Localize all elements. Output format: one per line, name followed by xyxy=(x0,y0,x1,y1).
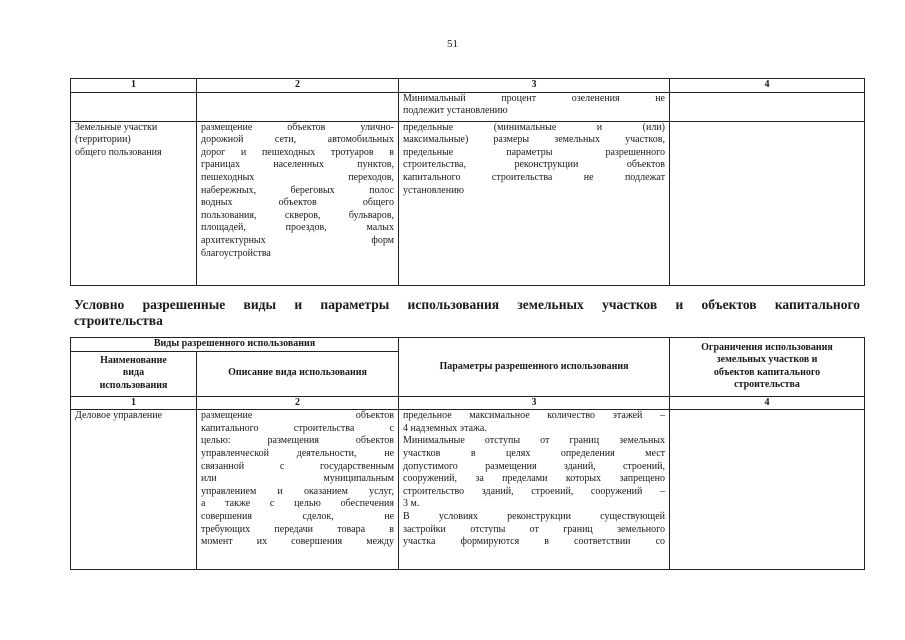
use-description-cell xyxy=(197,121,399,285)
cell-line: управлением и оказанием услуг, xyxy=(201,485,395,497)
cell-line: совершения сделок, не xyxy=(201,510,395,522)
cell-line: 4 надземных этажа. xyxy=(403,422,487,434)
header-line: использования xyxy=(99,379,168,391)
cell-line: пользования, скверов, бульваров, xyxy=(201,209,394,221)
header-line: строительства xyxy=(734,379,800,391)
header-group: Виды разрешенного использования xyxy=(71,338,399,352)
table-cell xyxy=(71,92,197,121)
cell-line: набережных, береговых полос xyxy=(201,184,394,196)
section-heading xyxy=(74,297,860,329)
cell-line: Минимальные отступы от границ земельных xyxy=(403,435,666,447)
cell-line: а также с целью обеспечения xyxy=(201,498,395,510)
cell-line: дорог и пешеходных тротуаров в xyxy=(201,146,394,158)
cell-line: сооружений, за пределами которых запрещено xyxy=(403,473,666,485)
cell-line: максимальные) размеры земельных участков, xyxy=(403,134,665,146)
cell-line: площадей, проездов, малых xyxy=(201,222,394,234)
parameters-cell xyxy=(399,121,670,285)
cell-line: участка формируются в соответствии со xyxy=(403,536,666,548)
cell-line: границах населенных пунктов, xyxy=(201,159,394,171)
cell-line: строительства, реконструкции объектов xyxy=(403,159,665,171)
column-number: 4 xyxy=(670,396,865,410)
section-heading-line: строительства xyxy=(74,313,163,328)
cell-line: застройки отступы от границ земельного xyxy=(403,523,666,535)
header-parameters: Параметры разрешенного использования xyxy=(399,338,670,397)
cell-line: предельные (минимальные и (или) xyxy=(403,121,665,133)
cell-line: допустимого размещения зданий, строений, xyxy=(403,460,666,472)
parameters-cell xyxy=(399,92,670,121)
cell-line: подлежит установлению xyxy=(403,105,508,117)
page-number: 51 xyxy=(447,38,458,50)
table-row xyxy=(71,92,865,121)
cell-line: В условиях реконструкции существующей xyxy=(403,510,666,522)
cell-line: размещение объектов улично- xyxy=(201,121,394,133)
cell-line: пешеходных переходов, xyxy=(201,171,394,183)
use-name-cell: Деловое управление xyxy=(71,410,197,570)
permitted-use-table-continued xyxy=(70,78,865,286)
header-line: Наименование xyxy=(100,354,167,366)
header-row xyxy=(71,338,865,352)
cell-line: требующих передачи товара в xyxy=(201,523,395,535)
header-line: вида xyxy=(122,367,145,379)
restrictions-cell xyxy=(670,121,865,285)
column-number-row xyxy=(71,396,865,410)
use-description-cell xyxy=(197,410,399,570)
column-number: 3 xyxy=(399,79,670,93)
cell-line: дорожной сети, автомобильных xyxy=(201,134,394,146)
table-row xyxy=(71,121,865,285)
cell-line: установлению xyxy=(403,184,464,196)
header-description: Описание вида использования xyxy=(197,351,399,396)
table-cell xyxy=(670,92,865,121)
cell-line: строительство зданий, строений, сооружений – xyxy=(403,485,666,497)
header-line: объектов капитального xyxy=(713,366,821,378)
cell-line: архитектурных форм xyxy=(201,234,394,246)
cell-line: 3 м. xyxy=(403,498,420,510)
column-number-row xyxy=(71,79,865,93)
section-heading-line: Условно разрешенные виды и параметры использования земельных участков и объектов капитального xyxy=(74,297,860,312)
use-name-cell xyxy=(71,121,197,285)
header-name xyxy=(71,351,197,396)
cell-line: предельное максимальное количество этажей – xyxy=(403,410,666,422)
cell-line: момент их совершения между xyxy=(201,536,395,548)
cell-line: благоустройства xyxy=(201,247,271,259)
cell-line: (территории) xyxy=(75,134,131,146)
cell-line: целью: размещения объектов xyxy=(201,435,395,447)
cell-line: Минимальный процент озеленения не xyxy=(403,92,665,104)
column-number: 4 xyxy=(670,79,865,93)
column-number: 1 xyxy=(71,396,197,410)
cell-line: общего пользования xyxy=(75,146,162,158)
cell-line: или муниципальным xyxy=(201,473,395,485)
cell-line: участков в целях определения мест xyxy=(403,447,666,459)
column-number: 3 xyxy=(399,396,670,410)
cell-line: предельные параметры разрешенного xyxy=(403,146,665,158)
cell-line: размещение объектов xyxy=(201,410,395,422)
column-number: 1 xyxy=(71,79,197,93)
parameters-cell xyxy=(399,410,670,570)
cell-line: управленческой деятельности, не xyxy=(201,447,395,459)
cell-line: капитального строительства с xyxy=(201,422,395,434)
cell-line: водных объектов общего xyxy=(201,197,394,209)
table-row xyxy=(71,410,865,570)
header-restrictions xyxy=(670,338,865,397)
column-number: 2 xyxy=(197,396,399,410)
conditional-use-table xyxy=(70,337,865,570)
column-number: 2 xyxy=(197,79,399,93)
cell-line: капитального строительства не подлежат xyxy=(403,171,665,183)
header-line: земельных участков и xyxy=(716,354,818,366)
cell-line: Земельные участки xyxy=(75,121,158,133)
table-cell xyxy=(197,92,399,121)
cell-line: связанной с государственным xyxy=(201,460,395,472)
header-line: Ограничения использования xyxy=(701,341,833,353)
restrictions-cell xyxy=(670,410,865,570)
